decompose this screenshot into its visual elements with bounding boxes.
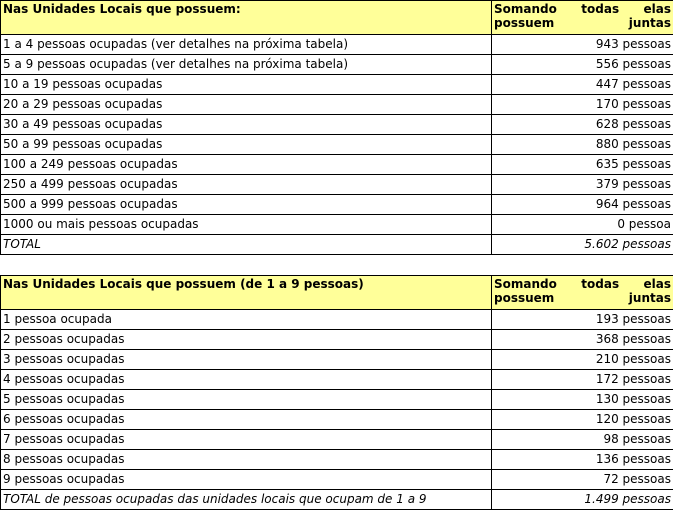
- row-value: 120 pessoas: [492, 410, 673, 430]
- table-header-row: [1, 276, 673, 310]
- row-value: 943 pessoas: [492, 35, 673, 55]
- row-label: 1 a 4 pessoas ocupadas (ver detalhes na próxima tabela): [1, 35, 492, 55]
- row-value: 447 pessoas: [492, 75, 673, 95]
- row-label: 5 pessoas ocupadas: [1, 390, 492, 410]
- row-value: 193 pessoas: [492, 310, 673, 330]
- table-row: [1, 135, 673, 155]
- table-spacer: [0, 255, 673, 275]
- table-row: [1, 310, 673, 330]
- table-row: [1, 55, 673, 75]
- row-value: 210 pessoas: [492, 350, 673, 370]
- row-label: 1000 ou mais pessoas ocupadas: [1, 215, 492, 235]
- row-value: 379 pessoas: [492, 175, 673, 195]
- table-row: [1, 370, 673, 390]
- row-value: 130 pessoas: [492, 390, 673, 410]
- table-row: [1, 450, 673, 470]
- row-value: 172 pessoas: [492, 370, 673, 390]
- table-row: [1, 115, 673, 135]
- table-row: [1, 410, 673, 430]
- row-label: 20 a 29 pessoas ocupadas: [1, 95, 492, 115]
- total-value: 5.602 pessoas: [492, 235, 673, 255]
- total-label: TOTAL: [1, 235, 492, 255]
- row-label: 2 pessoas ocupadas: [1, 330, 492, 350]
- row-label: 50 a 99 pessoas ocupadas: [1, 135, 492, 155]
- row-value: 98 pessoas: [492, 430, 673, 450]
- total-value: 1.499 pessoas: [492, 490, 673, 510]
- header-total-people: Somando todas elas possuem juntas: [492, 1, 673, 35]
- row-value: 964 pessoas: [492, 195, 673, 215]
- row-value: 635 pessoas: [492, 155, 673, 175]
- row-label: 3 pessoas ocupadas: [1, 350, 492, 370]
- row-value: 556 pessoas: [492, 55, 673, 75]
- total-label: TOTAL de pessoas ocupadas das unidades locais que ocupam de 1 a 9: [1, 490, 492, 510]
- row-value: 72 pessoas: [492, 470, 673, 490]
- row-value: 368 pessoas: [492, 330, 673, 350]
- row-label: 5 a 9 pessoas ocupadas (ver detalhes na próxima tabela): [1, 55, 492, 75]
- small-units-detail-table: [0, 275, 673, 510]
- row-label: 30 a 49 pessoas ocupadas: [1, 115, 492, 135]
- table-row: [1, 215, 673, 235]
- table-row: [1, 195, 673, 215]
- row-label: 250 a 499 pessoas ocupadas: [1, 175, 492, 195]
- table-row: [1, 330, 673, 350]
- row-label: 100 a 249 pessoas ocupadas: [1, 155, 492, 175]
- table-header-row: [1, 1, 673, 35]
- table-row: [1, 430, 673, 450]
- row-label: 4 pessoas ocupadas: [1, 370, 492, 390]
- row-label: 10 a 19 pessoas ocupadas: [1, 75, 492, 95]
- row-label: 9 pessoas ocupadas: [1, 470, 492, 490]
- table-row: [1, 155, 673, 175]
- row-label: 500 a 999 pessoas ocupadas: [1, 195, 492, 215]
- table-row: [1, 390, 673, 410]
- row-value: 136 pessoas: [492, 450, 673, 470]
- row-label: 1 pessoa ocupada: [1, 310, 492, 330]
- row-label: 7 pessoas ocupadas: [1, 430, 492, 450]
- header-total-people: Somando todas elas possuem juntas: [492, 276, 673, 310]
- row-value: 170 pessoas: [492, 95, 673, 115]
- row-value: 0 pessoa: [492, 215, 673, 235]
- employment-by-size-table: [0, 0, 673, 255]
- row-value: 880 pessoas: [492, 135, 673, 155]
- header-size-range: Nas Unidades Locais que possuem (de 1 a 9 pessoas): [1, 276, 492, 310]
- table-row: [1, 175, 673, 195]
- table-row: [1, 470, 673, 490]
- total-row: [1, 490, 673, 510]
- row-label: 6 pessoas ocupadas: [1, 410, 492, 430]
- header-size-range: Nas Unidades Locais que possuem:: [1, 1, 492, 35]
- table-row: [1, 95, 673, 115]
- row-value: 628 pessoas: [492, 115, 673, 135]
- table-row: [1, 75, 673, 95]
- total-row: [1, 235, 673, 255]
- table-row: [1, 350, 673, 370]
- row-label: 8 pessoas ocupadas: [1, 450, 492, 470]
- table-row: [1, 35, 673, 55]
